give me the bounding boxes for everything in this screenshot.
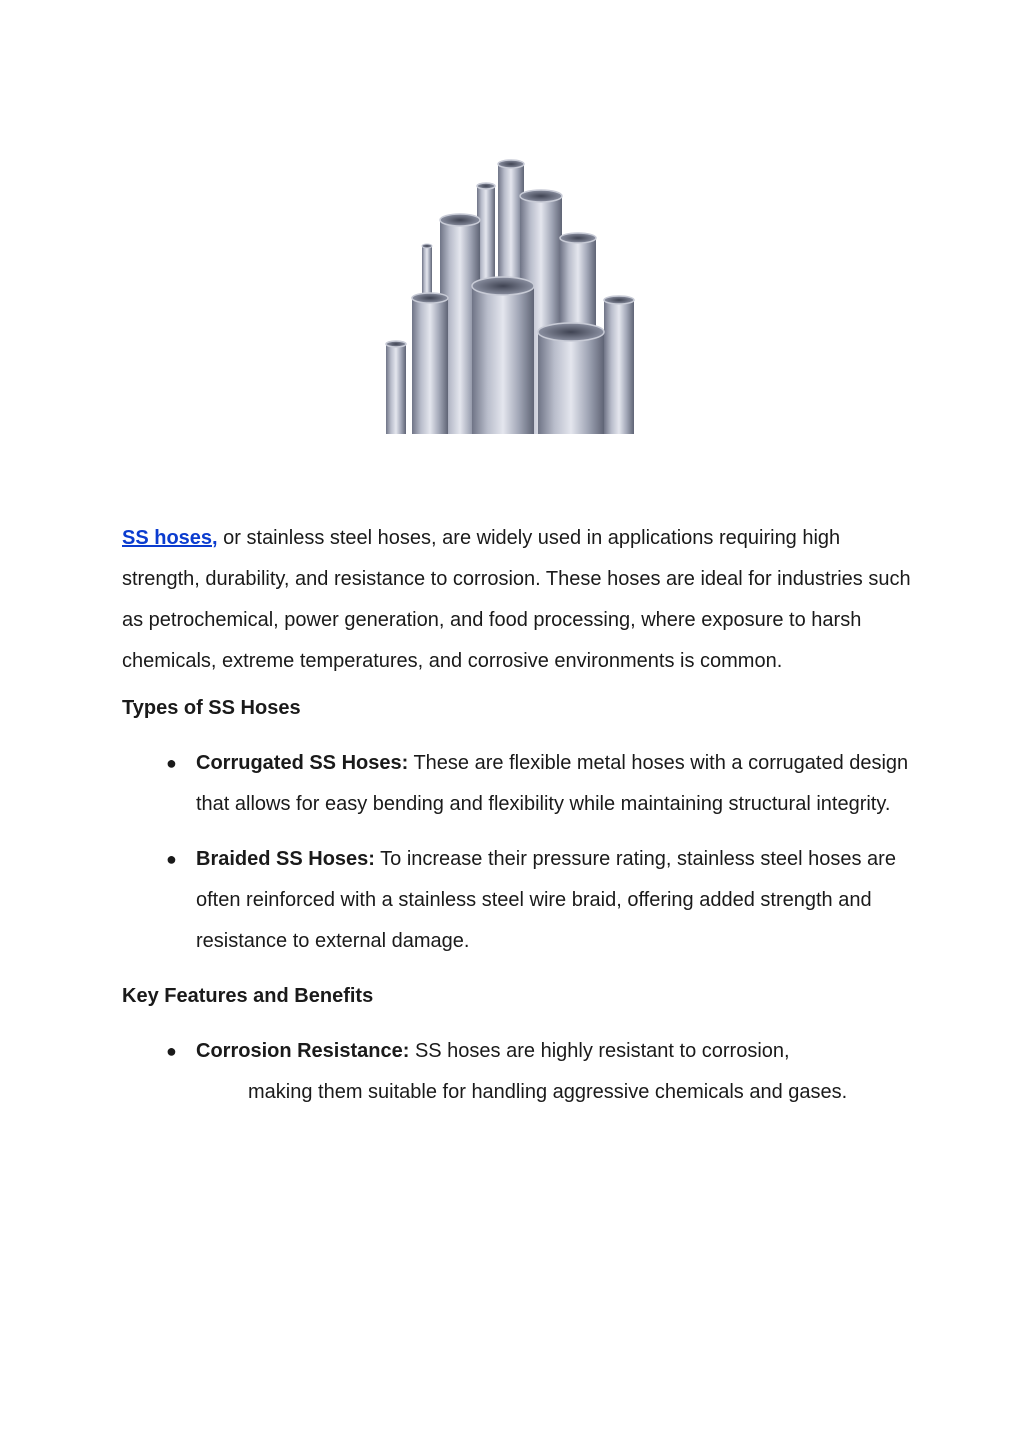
list-item	[166, 743, 912, 825]
list-item-text: These are flexible metal hoses with a corrugated design that allows for easy bending and flexibility while maintaining structural integrity.	[196, 752, 909, 815]
list-item-lead: Braided SS Hoses:	[196, 848, 375, 870]
article-body	[122, 518, 912, 1127]
list-item-text: SS hoses are highly resistant to corrosion,	[409, 1040, 790, 1062]
list-item-text: To increase their pressure rating, stainless steel hoses are often reinforced with a stainless steel wire braid, offering added strength and resistance to external damage.	[196, 848, 896, 952]
bullet-icon: ●	[166, 1041, 177, 1061]
features-heading: Key Features and Benefits	[122, 985, 374, 1007]
ss-hoses-link[interactable]: SS hoses,	[122, 527, 218, 549]
intro-text: or stainless steel hoses, are widely used in applications requiring high strength, durability, and resistance to corrosion. These hoses are ideal for industries such as petrochemical, power generation, and food processing, where exposure to harsh chemicals, extreme temperatures, and corrosive environments is common.	[122, 527, 911, 672]
list-item-lead: Corrugated SS Hoses:	[196, 752, 409, 774]
list-item	[166, 839, 912, 962]
intro-paragraph	[122, 518, 912, 682]
features-list	[122, 1031, 912, 1113]
stainless-steel-pipes-image	[380, 150, 644, 440]
types-list	[122, 743, 912, 962]
list-item-lead: Corrosion Resistance:	[196, 1040, 410, 1062]
list-item-text-continued: making them suitable for handling aggressive chemicals and gases.	[248, 1081, 848, 1103]
bullet-icon: ●	[166, 849, 177, 869]
bullet-icon: ●	[166, 753, 177, 773]
list-item	[166, 1031, 912, 1113]
types-heading: Types of SS Hoses	[122, 697, 301, 719]
